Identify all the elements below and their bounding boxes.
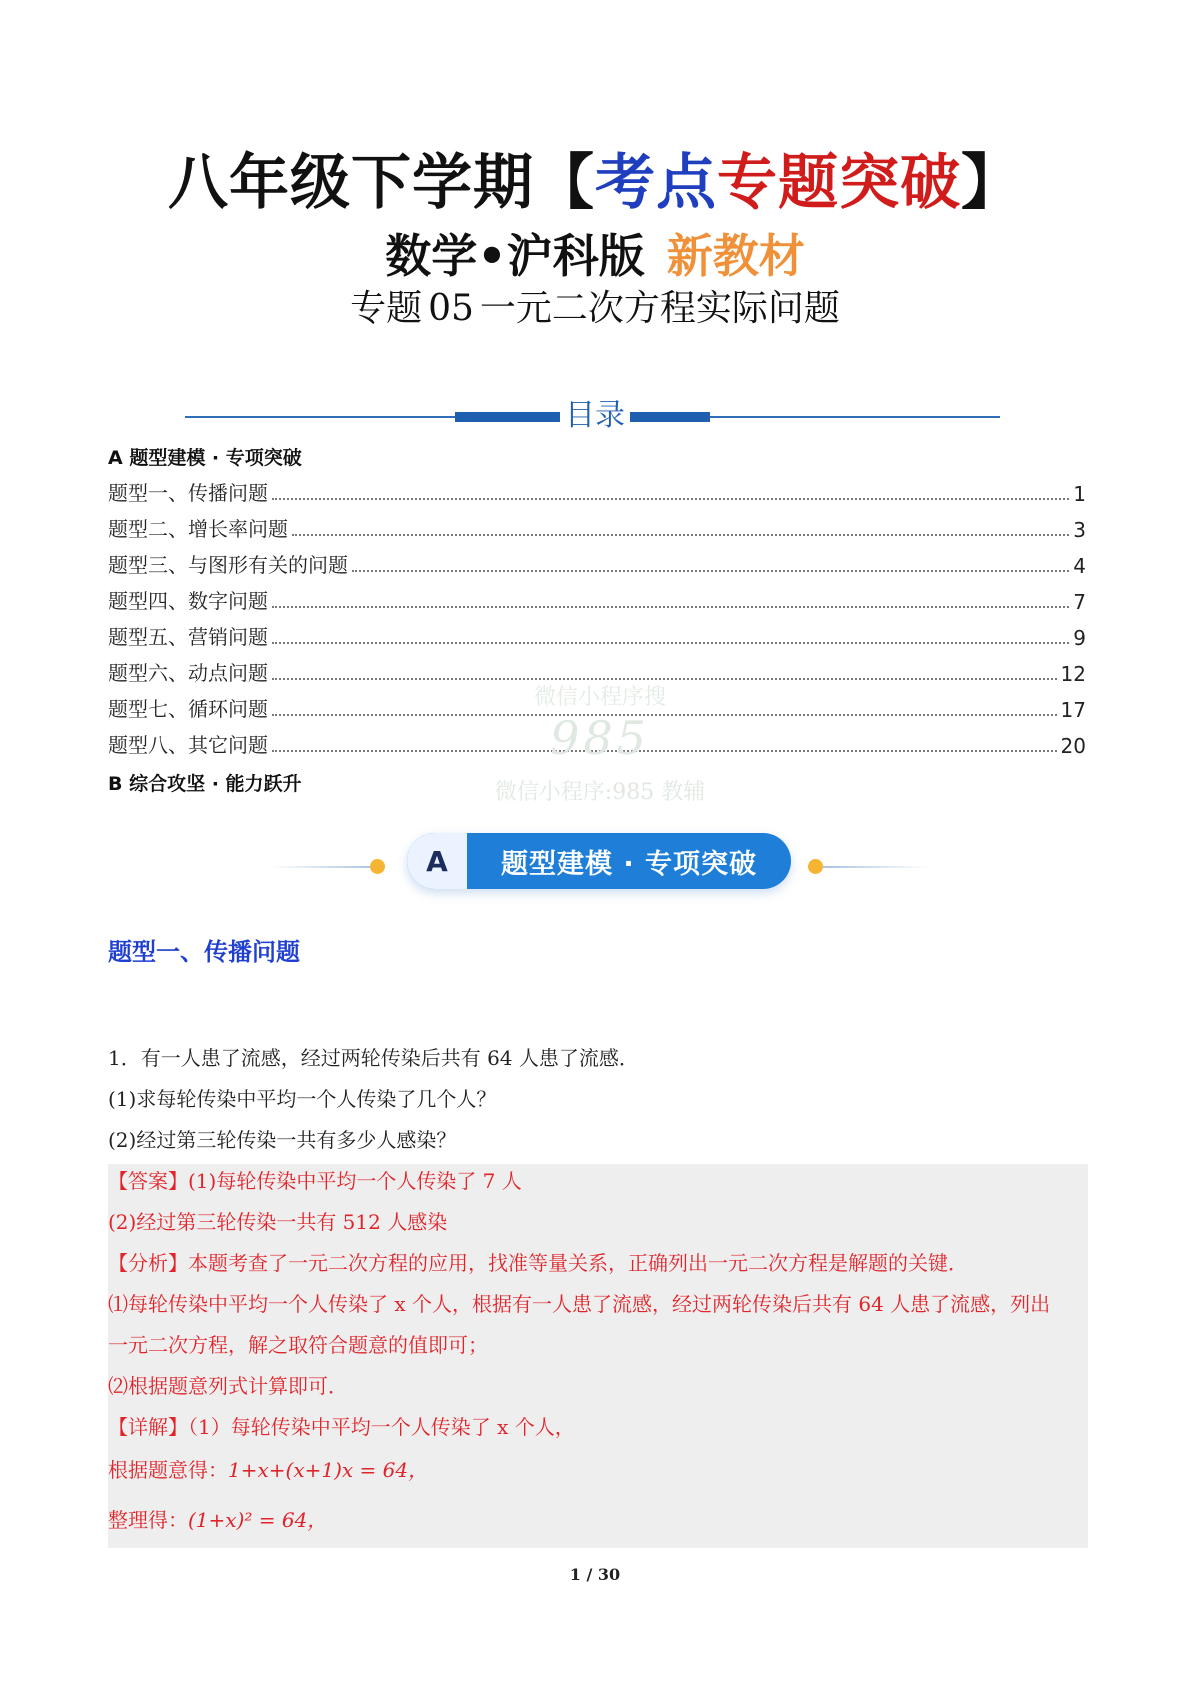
toc-item-label: 题型七、循环问题 bbox=[108, 697, 268, 721]
solution-equation bbox=[108, 1506, 327, 1534]
watermark-line-3: 微信小程序:985 教辅 bbox=[494, 780, 706, 805]
solution-label: 根据题意得： bbox=[108, 1458, 228, 1482]
banner-dot-right bbox=[808, 859, 823, 874]
watermark-line-1: 微信小程序搜 bbox=[533, 685, 666, 710]
solution-equation bbox=[108, 1456, 428, 1484]
toc-item-label: 题型五、营销问题 bbox=[108, 625, 268, 649]
watermark-logo-number: 985 bbox=[550, 711, 650, 765]
topic-title bbox=[0, 286, 1190, 332]
banner-line-right bbox=[823, 866, 928, 868]
title-part-1: 八年级下学期【 bbox=[168, 148, 595, 218]
toc-item-label: 题型四、数字问题 bbox=[108, 589, 268, 613]
toc-leader-dots bbox=[272, 606, 1069, 608]
toc-item-page: 12 bbox=[1060, 662, 1086, 686]
toc-item-page: 7 bbox=[1073, 590, 1086, 614]
toc-bar-right bbox=[630, 412, 710, 422]
toc-item-page: 1 bbox=[1073, 482, 1086, 506]
toc-section-a[interactable]: A 题型建模 · 专项突破 bbox=[108, 447, 302, 469]
solution-line: 【详解】（1）每轮传染中平均一个人传染了 x 个人， bbox=[108, 1415, 575, 1439]
analysis-line: ⑵根据题意列式计算即可． bbox=[108, 1374, 348, 1398]
topic-number: 05 bbox=[428, 288, 474, 329]
equation-expression: (1+x)² = 64， bbox=[188, 1508, 328, 1532]
answer-line: 【答案】(1)每轮传染中平均一个人传染了 7 人 bbox=[108, 1169, 522, 1193]
toc-leader-dots bbox=[272, 498, 1069, 500]
toc-item[interactable] bbox=[108, 620, 1086, 650]
toc-item-page: 4 bbox=[1073, 554, 1086, 578]
page-number: 1 / 30 bbox=[569, 1565, 621, 1584]
toc-leader-dots bbox=[352, 570, 1069, 572]
toc-item-label: 题型六、动点问题 bbox=[108, 661, 268, 685]
watermark bbox=[480, 680, 720, 806]
toc-divider-right bbox=[710, 416, 1000, 418]
toc-item-page: 9 bbox=[1073, 626, 1086, 650]
title-part-3: 专题突破 bbox=[717, 148, 961, 218]
solution-label: 整理得： bbox=[108, 1508, 188, 1532]
toc-item[interactable] bbox=[108, 584, 1086, 614]
section-a-banner bbox=[407, 833, 791, 889]
toc-item-label: 题型二、增长率问题 bbox=[108, 517, 288, 541]
toc-item-page: 20 bbox=[1060, 734, 1086, 758]
question-part-2: (2)经过第三轮传染一共有多少人感染？ bbox=[108, 1128, 457, 1152]
toc-item[interactable] bbox=[108, 512, 1086, 542]
banner-line-left bbox=[270, 866, 375, 868]
toc-title: 目录 bbox=[565, 398, 625, 433]
toc-item-label: 题型三、与图形有关的问题 bbox=[108, 553, 348, 577]
document-subtitle bbox=[0, 228, 1190, 284]
toc-item-label: 题型一、传播问题 bbox=[108, 481, 268, 505]
toc-leader-dots bbox=[292, 534, 1069, 536]
title-part-2: 考点 bbox=[595, 148, 717, 218]
toc-item[interactable] bbox=[108, 548, 1086, 578]
question-stem: 1．有一人患了流感，经过两轮传染后共有 64 人患了流感． bbox=[108, 1046, 639, 1070]
analysis-line: 一元二次方程，解之取符合题意的值即可； bbox=[108, 1333, 488, 1357]
toc-bar-left bbox=[455, 412, 560, 422]
subtitle-accent: 新教材 bbox=[666, 229, 805, 283]
banner-letter: A bbox=[407, 833, 467, 889]
document-title bbox=[0, 148, 1190, 218]
toc-divider-left bbox=[185, 416, 455, 418]
analysis-line: 【分析】本题考查了一元二次方程的应用，找准等量关系，正确列出一元二次方程是解题的关键． bbox=[108, 1251, 968, 1275]
banner-text: 题型建模 · 专项突破 bbox=[500, 848, 758, 880]
banner-dot-left bbox=[370, 859, 385, 874]
answer-line: (2)经过第三轮传染一共有 512 人感染 bbox=[108, 1210, 448, 1234]
title-part-4: 】 bbox=[961, 148, 1022, 218]
topic-prefix: 专题 bbox=[350, 288, 423, 329]
topic-name: 一元二次方程实际问题 bbox=[479, 288, 840, 329]
subtitle-main: 数学•沪科版 bbox=[385, 229, 645, 283]
section-heading: 题型一、传播问题 bbox=[108, 938, 300, 966]
equation-expression: 1+x+(x+1)x = 64， bbox=[228, 1458, 429, 1482]
toc-leader-dots bbox=[272, 642, 1069, 644]
analysis-line: ⑴每轮传染中平均一个人传染了 x 个人，根据有一人患了流感，经过两轮传染后共有 64 人患了流感，列出 bbox=[108, 1292, 1051, 1316]
question-part-1: (1)求每轮传染中平均一个人传染了几个人？ bbox=[108, 1087, 497, 1111]
toc-item-label: 题型八、其它问题 bbox=[108, 733, 268, 757]
toc-item[interactable] bbox=[108, 476, 1086, 506]
toc-item-page: 17 bbox=[1060, 698, 1086, 722]
toc-section-b[interactable]: B 综合攻坚 · 能力跃升 bbox=[108, 773, 302, 795]
toc-item-page: 3 bbox=[1073, 518, 1086, 542]
